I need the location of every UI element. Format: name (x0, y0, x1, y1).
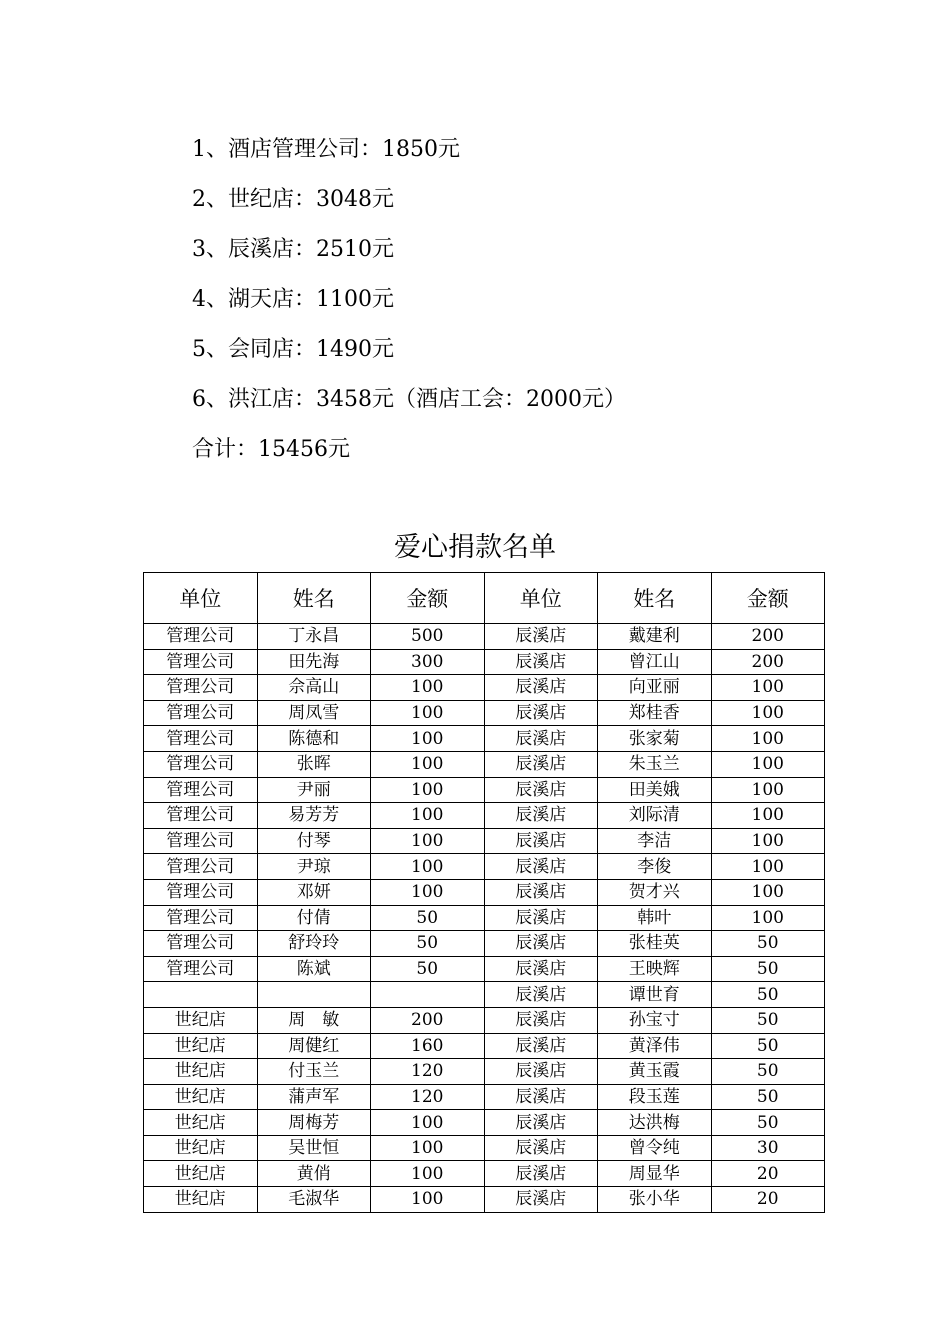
cell-amount: 100 (371, 803, 485, 829)
cell-unit: 辰溪店 (484, 905, 598, 931)
cell-name: 付倩 (257, 905, 371, 931)
cell-amount: 100 (371, 751, 485, 777)
cell-amount: 50 (371, 956, 485, 982)
table-row (144, 1033, 825, 1059)
cell-amount: 100 (371, 726, 485, 752)
cell-amount: 500 (371, 624, 485, 650)
cell-name (257, 982, 371, 1008)
cell-unit: 辰溪店 (484, 931, 598, 957)
cell-unit: 管理公司 (144, 649, 258, 675)
cell-amount: 100 (711, 879, 825, 905)
cell-unit: 辰溪店 (484, 982, 598, 1008)
cell-name: 韩叶 (598, 905, 712, 931)
cell-name: 吴世恒 (257, 1135, 371, 1161)
cell-amount: 50 (711, 1110, 825, 1136)
cell-unit: 辰溪店 (484, 624, 598, 650)
cell-amount: 100 (711, 828, 825, 854)
cell-unit: 辰溪店 (484, 675, 598, 701)
cell-amount: 100 (371, 828, 485, 854)
cell-amount: 100 (711, 726, 825, 752)
cell-unit: 辰溪店 (484, 777, 598, 803)
cell-amount: 300 (371, 649, 485, 675)
cell-name: 黄玉霞 (598, 1059, 712, 1085)
table-row (144, 828, 825, 854)
cell-amount: 100 (371, 1110, 485, 1136)
cell-unit: 管理公司 (144, 751, 258, 777)
cell-unit: 管理公司 (144, 700, 258, 726)
table-row (144, 726, 825, 752)
cell-unit: 辰溪店 (484, 1135, 598, 1161)
cell-amount: 20 (711, 1187, 825, 1213)
header-name: 姓名 (598, 573, 712, 624)
cell-unit: 管理公司 (144, 675, 258, 701)
cell-amount: 120 (371, 1084, 485, 1110)
cell-name: 周健红 (257, 1033, 371, 1059)
cell-name: 周 敏 (257, 1007, 371, 1033)
cell-unit: 世纪店 (144, 1033, 258, 1059)
cell-name: 张桂英 (598, 931, 712, 957)
cell-name: 蒲声军 (257, 1084, 371, 1110)
table-row (144, 854, 825, 880)
cell-unit: 管理公司 (144, 854, 258, 880)
cell-name: 毛淑华 (257, 1187, 371, 1213)
table-row (144, 624, 825, 650)
cell-name: 达洪梅 (598, 1110, 712, 1136)
cell-unit: 管理公司 (144, 624, 258, 650)
cell-name: 戴建利 (598, 624, 712, 650)
table-row (144, 700, 825, 726)
cell-name: 陈德和 (257, 726, 371, 752)
cell-name: 谭世育 (598, 982, 712, 1008)
header-name: 姓名 (257, 573, 371, 624)
summary-line: 1、酒店管理公司：1850元 (192, 137, 460, 162)
table-row (144, 649, 825, 675)
cell-amount: 160 (371, 1033, 485, 1059)
cell-unit: 辰溪店 (484, 1110, 598, 1136)
cell-name: 田美娥 (598, 777, 712, 803)
summary-line: 6、洪江店：3458元（酒店工会：2000元） (192, 387, 626, 412)
summary-line: 5、会同店：1490元 (192, 337, 394, 362)
cell-unit: 辰溪店 (484, 700, 598, 726)
cell-unit (144, 982, 258, 1008)
cell-amount: 100 (371, 879, 485, 905)
cell-unit: 辰溪店 (484, 879, 598, 905)
cell-name: 张小华 (598, 1187, 712, 1213)
cell-unit: 管理公司 (144, 726, 258, 752)
cell-name: 曾令纯 (598, 1135, 712, 1161)
cell-unit: 管理公司 (144, 956, 258, 982)
table-row (144, 1059, 825, 1085)
cell-unit: 世纪店 (144, 1110, 258, 1136)
table-row (144, 905, 825, 931)
table-row (144, 1187, 825, 1213)
cell-amount: 50 (711, 1033, 825, 1059)
cell-unit: 辰溪店 (484, 649, 598, 675)
cell-amount: 100 (711, 751, 825, 777)
table-header-row (144, 573, 825, 624)
cell-name: 孙宝寸 (598, 1007, 712, 1033)
cell-amount (371, 982, 485, 1008)
cell-name: 陈斌 (257, 956, 371, 982)
cell-name: 周凤雪 (257, 700, 371, 726)
table-row (144, 777, 825, 803)
cell-name: 周梅芳 (257, 1110, 371, 1136)
cell-name: 黄俏 (257, 1161, 371, 1187)
cell-name: 舒玲玲 (257, 931, 371, 957)
table-row (144, 982, 825, 1008)
summary-line: 4、湖天店：1100元 (192, 287, 394, 312)
cell-unit: 世纪店 (144, 1007, 258, 1033)
cell-unit: 世纪店 (144, 1161, 258, 1187)
cell-amount: 50 (711, 931, 825, 957)
cell-amount: 100 (371, 854, 485, 880)
cell-amount: 100 (711, 854, 825, 880)
cell-amount: 50 (371, 905, 485, 931)
cell-name: 付玉兰 (257, 1059, 371, 1085)
cell-name: 田先海 (257, 649, 371, 675)
cell-name: 曾江山 (598, 649, 712, 675)
cell-name: 张晖 (257, 751, 371, 777)
cell-name: 尹琼 (257, 854, 371, 880)
cell-name: 尹丽 (257, 777, 371, 803)
cell-name: 贺才兴 (598, 879, 712, 905)
cell-unit: 管理公司 (144, 905, 258, 931)
table-row (144, 1007, 825, 1033)
cell-amount: 30 (711, 1135, 825, 1161)
cell-unit: 辰溪店 (484, 1187, 598, 1213)
table-row (144, 956, 825, 982)
cell-amount: 200 (711, 649, 825, 675)
cell-unit: 世纪店 (144, 1084, 258, 1110)
cell-name: 李俊 (598, 854, 712, 880)
header-amount: 金额 (711, 573, 825, 624)
table-row (144, 931, 825, 957)
cell-name: 刘际清 (598, 803, 712, 829)
cell-amount: 100 (371, 1187, 485, 1213)
cell-unit: 管理公司 (144, 803, 258, 829)
cell-amount: 100 (711, 700, 825, 726)
cell-amount: 50 (711, 1059, 825, 1085)
cell-name: 黄泽伟 (598, 1033, 712, 1059)
summary-total: 合计：15456元 (192, 437, 350, 462)
cell-unit: 管理公司 (144, 777, 258, 803)
cell-unit: 管理公司 (144, 931, 258, 957)
donation-table (143, 572, 825, 1213)
summary-line: 3、辰溪店：2510元 (192, 237, 394, 262)
cell-name: 朱玉兰 (598, 751, 712, 777)
table-row (144, 1084, 825, 1110)
table-row (144, 1110, 825, 1136)
cell-amount: 100 (371, 675, 485, 701)
cell-name: 丁永昌 (257, 624, 371, 650)
cell-amount: 100 (711, 905, 825, 931)
cell-amount: 50 (711, 1084, 825, 1110)
table-row (144, 803, 825, 829)
cell-name: 易芳芳 (257, 803, 371, 829)
document-title: 爱心捐款名单 (394, 532, 556, 563)
table-row (144, 879, 825, 905)
cell-amount: 50 (711, 1007, 825, 1033)
cell-unit: 辰溪店 (484, 1033, 598, 1059)
cell-name: 王映辉 (598, 956, 712, 982)
cell-amount: 100 (371, 1161, 485, 1187)
cell-name: 李洁 (598, 828, 712, 854)
cell-unit: 辰溪店 (484, 1161, 598, 1187)
cell-amount: 50 (711, 956, 825, 982)
cell-name: 邓妍 (257, 879, 371, 905)
cell-amount: 120 (371, 1059, 485, 1085)
cell-name: 付琴 (257, 828, 371, 854)
cell-amount: 100 (371, 700, 485, 726)
cell-unit: 辰溪店 (484, 1007, 598, 1033)
cell-amount: 200 (371, 1007, 485, 1033)
table-row (144, 1135, 825, 1161)
cell-amount: 100 (711, 803, 825, 829)
cell-name: 郑桂香 (598, 700, 712, 726)
cell-amount: 50 (711, 982, 825, 1008)
header-amount: 金额 (371, 573, 485, 624)
donation-summary (192, 128, 626, 478)
table-row (144, 675, 825, 701)
cell-amount: 100 (371, 1135, 485, 1161)
header-unit: 单位 (484, 573, 598, 624)
cell-amount: 100 (371, 777, 485, 803)
cell-name: 张家菊 (598, 726, 712, 752)
cell-amount: 20 (711, 1161, 825, 1187)
cell-unit: 世纪店 (144, 1135, 258, 1161)
header-unit: 单位 (144, 573, 258, 624)
cell-unit: 管理公司 (144, 828, 258, 854)
cell-unit: 辰溪店 (484, 803, 598, 829)
summary-line: 2、世纪店：3048元 (192, 187, 394, 212)
cell-amount: 200 (711, 624, 825, 650)
table-row (144, 1161, 825, 1187)
cell-unit: 辰溪店 (484, 751, 598, 777)
table-body (144, 624, 825, 1213)
cell-name: 佘高山 (257, 675, 371, 701)
cell-unit: 世纪店 (144, 1059, 258, 1085)
cell-unit: 管理公司 (144, 879, 258, 905)
cell-unit: 辰溪店 (484, 828, 598, 854)
cell-name: 向亚丽 (598, 675, 712, 701)
cell-unit: 辰溪店 (484, 1084, 598, 1110)
cell-name: 周显华 (598, 1161, 712, 1187)
cell-amount: 100 (711, 777, 825, 803)
cell-name: 段玉莲 (598, 1084, 712, 1110)
cell-unit: 辰溪店 (484, 726, 598, 752)
cell-unit: 辰溪店 (484, 854, 598, 880)
cell-unit: 辰溪店 (484, 1059, 598, 1085)
cell-unit: 世纪店 (144, 1187, 258, 1213)
cell-unit: 辰溪店 (484, 956, 598, 982)
cell-amount: 100 (711, 675, 825, 701)
cell-amount: 50 (371, 931, 485, 957)
table-row (144, 751, 825, 777)
